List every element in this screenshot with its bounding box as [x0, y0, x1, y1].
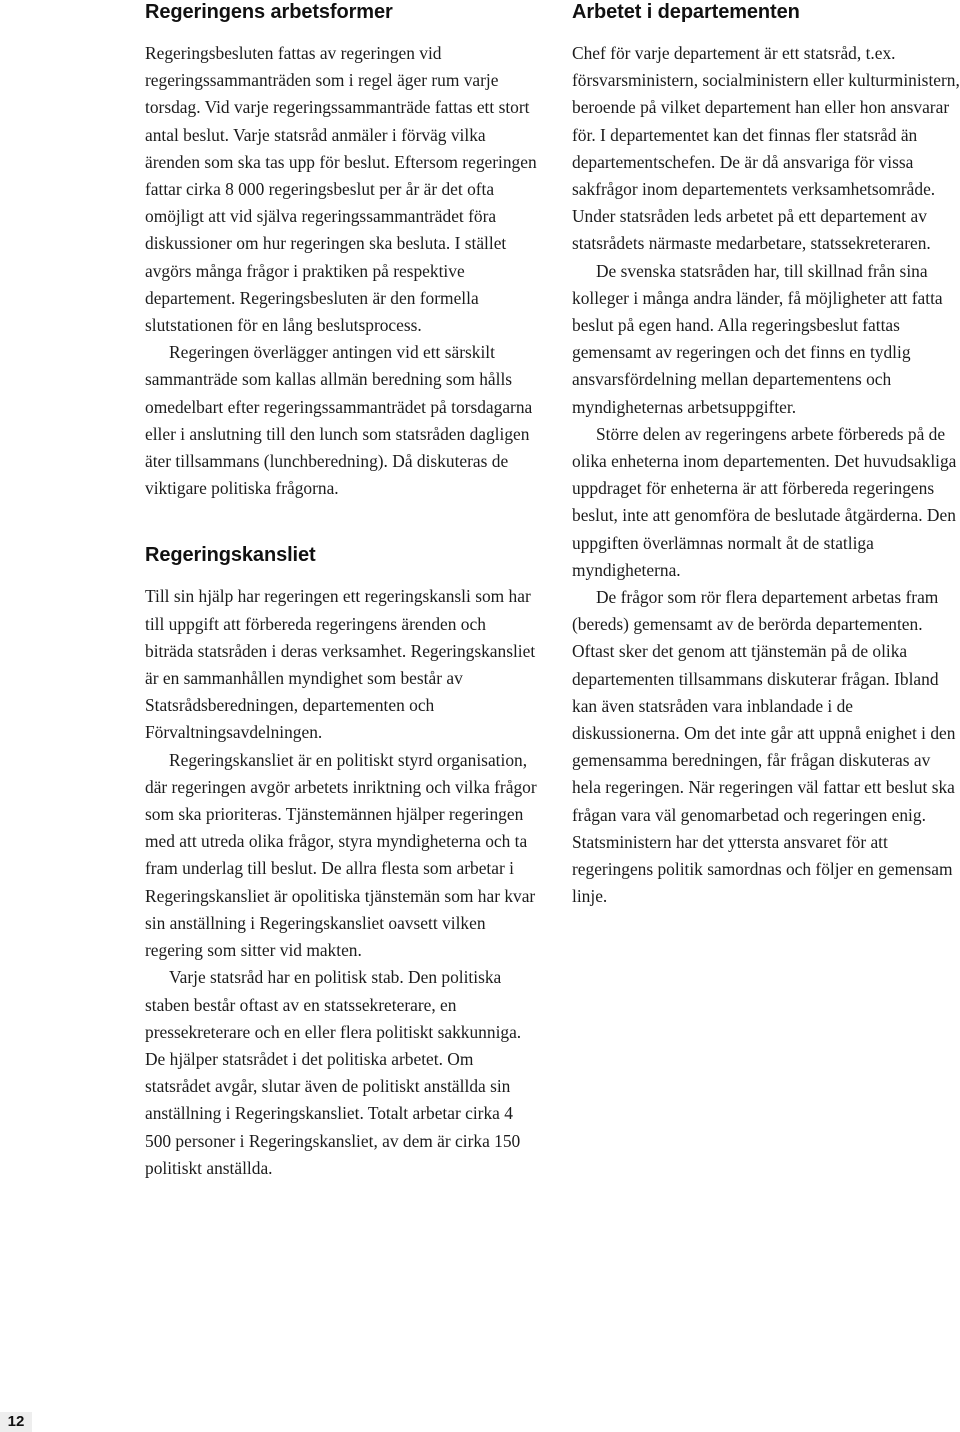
paragraph: Regeringsbesluten fattas av regeringen vid regeringssammanträden som i regel äger rum varje torsdag. Vid varje regeringssammanträde fattas ett stort antal beslut. Varje statsråd anmäler i förväg vilka ärenden som ska tas upp för beslut. Eftersom regeringen fattar cirka 8 000 regeringsbeslut per år är det ofta omöjligt att vid själva regeringssammanträdet föra diskussioner om hur regeringen ska besluta. I stället avgörs många frågor i praktiken på respektive departement. Regeringsbesluten är den formella slutstationen för en lång beslutsprocess. — [145, 43, 537, 336]
paragraph: Större delen av regeringens arbete förbereds på de olika enheterna inom departementen. Det huvudsakliga uppdraget för enheterna är att förbereda regeringens beslut, inte att genomföra de beslutade åtgärderna. Den uppgiften överlämnas normalt åt de statliga myndigheterna. — [572, 423, 957, 580]
paragraph: Regeringen överlägger antingen vid ett särskilt sammanträde som kallas allmän beredning som hålls omedelbart efter regeringssammanträdet på torsdagarna eller i anslutning till den lunch som statsråden dagligen äter tillsammans (lunchberedning). Då diskuteras de viktigare politiska frågorna. — [145, 342, 533, 499]
section-body — [145, 583, 537, 1181]
paragraph: De frågor som rör flera departement arbetas fram (bereds) gemensamt av de berörda departementen. Oftast sker det genom att tjänstemän på de olika departementen tillsammans diskuterar frågan. Ibland kan även statsråden vara inblandade i de diskussionerna. Om det inte går att uppnå enighet i den gemensamma beredningen, får frågan diskuteras av hela regeringen. När regeringen väl fattar ett beslut ska frågan vara väl genomarbetad och regeringen enig. Statsministern har det yttersta ansvaret för att regeringens politik samordnas och följer en gemensam linje. — [572, 587, 956, 907]
section-heading: Arbetet i departementen — [572, 1, 800, 23]
section-regeringens-arbetsformer — [145, 0, 537, 502]
section-arbetet-i-departementen — [572, 0, 960, 911]
right-column — [572, 0, 960, 911]
page-number: 12 — [0, 1412, 32, 1432]
section-regeringskansliet — [145, 543, 537, 1181]
paragraph: Till sin hjälp har regeringen ett regeringskansli som har till uppgift att förbereda regeringens ärenden och biträda statsråden i deras verksamhet. Regeringskansliet är en sammanhållen myndighet som består av Statsrådsberedningen, departementen och Förvaltningsavdelningen. — [145, 586, 536, 743]
paragraph: De svenska statsråden har, till skillnad från sina kolleger i många andra länder, få möjligheter att fatta beslut på egen hand. Alla regeringsbeslut fattas gemensamt av regeringen och det finns en tydlig ansvarsfördelning mellan departementens och myndigheternas arbetsuppgifter. — [572, 260, 943, 417]
section-heading: Regeringskansliet — [145, 544, 316, 567]
section-heading: Regeringens arbetsformer — [145, 1, 393, 23]
paragraph: Regeringskansliet är en politiskt styrd organisation, där regeringen avgör arbetets inriktning och vilka frågor som ska prioriteras. Tjänstemännen hjälper regeringen med att utreda olika frågor, styra myndigheterna och ta fram underlag till beslut. De allra flesta som arbetar i Regeringskansliet är opolitiska tjänstemän som har kvar sin anställning i Regeringskansliet oavsett vilken regering som sitter vid makten. — [145, 749, 537, 961]
section-body — [145, 40, 537, 502]
section-body — [572, 40, 960, 911]
left-column — [145, 0, 537, 1182]
paragraph: Chef för varje departement är ett statsråd, t.ex. försvarsministern, socialministern eller kulturministern, beroende på vilket departement han eller hon ansvarar för. I departementet kan det finnas fler statsråd än departementschefen. De är då ansvariga för vissa sakfrågor inom departementets verksamhetsområde. Under statsråden leds arbetet på ett departement av statsrådets närmaste medarbetare, statssekreteraren. — [572, 43, 960, 254]
paragraph: Varje statsråd har en politisk stab. Den politiska staben består oftast av en statssekreterare, en pressekreterare och en eller flera politiskt sakkunniga. De hjälper statsrådet i det politiska arbetet. Om statsrådet avgår, slutar även de politiskt anställda sin anställning i Regeringskansliet. Totalt arbetar cirka 4 500 personer i Regeringskansliet, av dem är cirka 150 politiskt anställda. — [145, 967, 522, 1178]
